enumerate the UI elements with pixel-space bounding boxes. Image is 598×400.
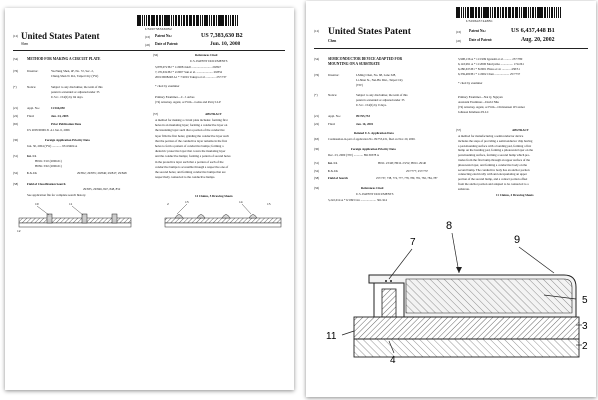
prior-pub-heading: Prior Publication Data <box>51 122 82 126</box>
patent-page-right[interactable] <box>306 1 596 397</box>
barcode-bar <box>204 15 205 26</box>
field-search-value: 257/737, 738, 774, 777, 778, 780, 781, 782, 784, 787 <box>376 176 438 180</box>
field-code: (22) <box>13 114 19 118</box>
barcode-bar <box>200 15 202 26</box>
figure-label: 10 <box>35 202 39 206</box>
barcode-bar <box>151 15 153 26</box>
field-search-label: Field of Classification Search <box>27 182 66 186</box>
barcode-bar <box>186 15 188 26</box>
barcode-bar <box>175 15 177 26</box>
inventor-text: Chung-Shan N. Rd., Taipei City (TW) <box>51 74 99 78</box>
reference-line: 2001/0008248 A1 * 7/2001 Takuya et al. ............ 257/737 <box>155 75 227 79</box>
claims-summary: 14 Claims, 5 Drawing Sheets <box>195 194 233 198</box>
date-code: (45) <box>456 39 462 43</box>
intcl-line: H01K 3/10 (2006.01) <box>35 159 62 163</box>
barcode-bar <box>538 7 539 18</box>
figure-label: 15 <box>267 202 271 206</box>
barcode-bar <box>219 15 220 26</box>
barcode-bar <box>523 7 524 18</box>
figure-label: 4 <box>390 355 396 366</box>
barcode <box>137 15 239 26</box>
filed-date: Jun. 24, 2005 <box>51 114 69 118</box>
figure-label: 11 <box>69 202 73 206</box>
figure-label: 5 <box>582 295 588 306</box>
barcode-bar <box>459 7 460 18</box>
abstract-line: and the conductive bumps; forming a pattern of second holes <box>155 154 231 159</box>
references-sub: U.S. PATENT DOCUMENTS <box>356 192 394 196</box>
field-code: (*) <box>13 85 17 89</box>
barcode-bar <box>528 7 529 18</box>
notice-label: Notice: <box>27 85 37 89</box>
intcl-value: H01L 23/48; H01L 23/52; H01L 29/40 <box>378 161 427 165</box>
attorney: (74) Attorney, Agent, or Firm—Ladas and Parry LLP <box>155 100 221 104</box>
field-code: (52) <box>13 171 19 175</box>
barcode-bar <box>558 7 559 18</box>
filed-label: Filed: <box>328 122 336 126</box>
figure-label: 11 <box>326 331 337 342</box>
barcode-bar <box>181 15 183 26</box>
inventor-text: Li-Shan St., Nei-Hu Dist., Taipei City <box>356 78 403 82</box>
figure-label: 14 <box>239 200 243 204</box>
reference-line: 5,878,072 B2 * 1/2008 Jandl .......................... 29/847 <box>155 65 222 69</box>
related-data-line: Continuation-in-part of application No. 09/753,431, filed on Nov. 29, 2000. <box>328 137 416 141</box>
inventor-surname: Chen <box>328 39 337 43</box>
figure-label: 9 <box>514 234 521 246</box>
barcode-bar <box>473 7 474 18</box>
intcl-label: Int. Cl. <box>328 161 338 165</box>
invention-title: METHOD FOR MAKING A CIRCUIT PLATE <box>27 57 101 61</box>
abstract-line: holes to form a pattern of conductive bumps; forming a <box>155 144 224 148</box>
barcode-bar <box>475 7 477 18</box>
foreign-priority-line: Dec. 23, 2000 (TW) ............ 89130378 A <box>328 153 380 157</box>
abstract-line: a pad-mounting surface with a bonding pad, forming a first <box>458 143 532 148</box>
barcode-bar <box>209 15 210 26</box>
field-code: (51) <box>13 154 19 158</box>
barcode-bar <box>470 7 472 18</box>
barcode-bar <box>173 15 174 26</box>
filed-date: Jan. 16, 2001 <box>356 122 374 126</box>
field-code: (30) <box>13 138 19 142</box>
appl-no: 09/765,753 <box>356 114 371 118</box>
intcl-line: H05K 3/02 (2006.01) <box>35 164 62 168</box>
field-code: (63) <box>314 137 320 141</box>
field-code: (*) <box>314 93 318 97</box>
barcode-bar <box>500 7 502 18</box>
abstract-line: bump on the bonding pad, forming a photoresist layer on the <box>458 148 534 153</box>
barcode-number: US007383630B2 <box>145 27 172 31</box>
figure-label: 12 <box>17 229 21 233</box>
abstract-heading: ABSTRACT <box>205 112 222 116</box>
patent-drawing-figure <box>314 213 592 393</box>
barcode-bar <box>494 7 496 18</box>
barcode-bar <box>485 7 487 18</box>
barcode-bar <box>530 7 532 18</box>
abstract-line: respectively connected to the conductive bumps. <box>155 175 216 180</box>
patent-date: Aug. 20, 2002 <box>521 37 555 43</box>
attorney: (74) Attorney, Agent, or Firm—Christensen O'Connor <box>458 105 525 109</box>
foreign-priority-heading: Foreign Application Priority Data <box>45 138 90 142</box>
inventor-label: Inventor: <box>27 69 39 73</box>
field-search-value: 29/835, 29/846, 847, 848, 852 <box>83 187 121 191</box>
field-code: (76) <box>314 73 320 77</box>
claims-summary: 11 Claims, 4 Drawing Sheets <box>496 193 534 197</box>
barcode-bar <box>549 7 551 18</box>
references-heading: References Cited <box>195 53 218 57</box>
abstract-line: includes the steps of providing a semiconductor chip having <box>458 138 533 143</box>
figure-label: 2 <box>167 202 169 206</box>
inventor-text: I-Ming Chen, No. 68, Lane 328, <box>356 73 396 77</box>
field-code: (56) <box>153 53 159 57</box>
barcode-bar <box>552 7 553 18</box>
notice-text: patent is extended or adjusted under 35 <box>51 90 100 94</box>
barcode-bar <box>230 15 232 26</box>
abstract-line: in the protective layer such that a portion of each of the <box>155 159 224 164</box>
patent-no-label: Patent No.: <box>469 29 487 33</box>
barcode-bar <box>503 7 504 18</box>
patent-header-title: United States Patent <box>328 27 411 37</box>
barcode-number: US006437448B1 <box>466 19 493 23</box>
figure-right <box>165 204 281 227</box>
uscl-label: U.S. Cl. <box>27 171 38 175</box>
foreign-priority-heading: Foreign Application Priority Data <box>351 147 396 151</box>
abstract-line: holes in an insulating layer; forming a conductive layer on <box>155 123 228 128</box>
abstract-line: second bump. The conductive body has an anchor portion <box>458 167 530 172</box>
field-code: (54) <box>314 57 320 61</box>
barcode-bar <box>211 15 213 26</box>
barcode-bar <box>547 7 548 18</box>
reference-line: 7,176,634 B2 * 2/2007 Sun et al. ..................... 29/852 <box>155 70 223 74</box>
invention-title: SEMICONDUCTOR DEVICE ADAPTED FOR <box>328 57 403 61</box>
barcode-bar <box>149 15 150 26</box>
field-code: (21) <box>314 114 320 118</box>
abstract-line: connecting electrically with and encapsulating an upper <box>458 172 527 177</box>
invention-title: MOUNTING ON A SUBSTRATE <box>328 62 380 66</box>
abstract-line: trudes from the first bump through an upper surface of the <box>458 158 530 162</box>
filed-label: Filed: <box>27 114 35 118</box>
abstract-line: the insulating layer such that a portion of the conductive <box>155 128 225 133</box>
foreign-priority-line: Jun. 30, 2004 (TW) ............ 93119404 A <box>27 144 78 148</box>
notice-text: U.S.C. 154(b) by 94 days. <box>51 95 84 99</box>
field-code: (57) <box>153 112 159 116</box>
barcode-bar <box>519 7 521 18</box>
header-rule <box>13 50 285 51</box>
intcl-label: Int. Cl. <box>27 154 37 158</box>
barcode-bar <box>560 7 562 18</box>
patent-number: US 6,437,448 B1 <box>511 27 555 34</box>
abstract-line: layer fills the first holes; grinding the conductive layer such <box>155 133 229 138</box>
field-code: (21) <box>13 106 19 110</box>
figure-label: 7 <box>410 237 416 248</box>
patent-no-label: Patent No.: <box>155 34 173 38</box>
appl-no: 11/166,050 <box>51 106 65 110</box>
barcode-bar <box>228 15 229 26</box>
field-code: (56) <box>314 186 320 190</box>
references-heading: References Cited <box>361 186 384 190</box>
notice-text: U.S.C. 154(b) by 0 days. <box>356 103 387 107</box>
patent-no-code: (10) <box>456 30 462 34</box>
abstract-line: from the anchor portion and adapted to be connected to a <box>458 182 529 186</box>
notice-text: Subject to any disclaimer, the term of this <box>51 85 103 89</box>
reference-line: 5,998,136 A * 11/1999 Igarashi et al. ......... 257/780 <box>458 57 523 61</box>
patent-date: Jun. 10, 2008 <box>210 41 241 47</box>
field-code: (54) <box>13 57 19 61</box>
primary-examiner: Primary Examiner—Nat Q. Nguyen <box>458 95 503 99</box>
prior-pub-line: US 2005/0000131 A1 Jan. 6, 2006 <box>27 128 70 132</box>
primary-examiner: Primary Examiner—C. J. Arbes <box>155 95 195 99</box>
figure-label: 3 <box>582 321 588 332</box>
uscl-value: 257/777; 257/737 <box>406 169 428 173</box>
assistant-examiner: Assistant Examiner—David Nhu <box>458 100 499 104</box>
abstract-line: portion of the second bump, and a contact portion offset <box>458 177 528 182</box>
field-code: (76) <box>13 69 19 73</box>
patent-no-code: (10) <box>145 35 151 39</box>
reference-line: 5,222,014 A * 6/1993 Lin .................... 361/414 <box>328 198 387 202</box>
inventor-label: Inventor: <box>328 73 340 77</box>
country-code: (12) <box>13 34 19 38</box>
reference-line: 6,280,633 B1 * 8/2001 Hsiao et al. ........... 438/51 <box>458 67 520 71</box>
figure-label: 13 <box>185 200 189 204</box>
figure-label: 2 <box>582 341 588 352</box>
barcode-bar <box>156 15 158 26</box>
header-rule <box>314 48 588 49</box>
attorney: Johnson Kindness PLLC <box>458 110 489 114</box>
abstract-line: dielectric protective layer that covers the insulating layer <box>155 149 226 154</box>
reference-line: 6,339,480 B1 * 1/2002 Chen ................... 257/737 <box>458 72 521 76</box>
cited-by-examiner: * cited by examiner <box>155 84 180 88</box>
notice-text: patent is extended or adjusted under 35 <box>356 98 405 102</box>
uscl-label: U.S. Cl. <box>328 169 339 173</box>
patent-drawing-figures <box>17 198 287 238</box>
barcode-bar <box>237 15 238 26</box>
country-code: (12) <box>314 29 320 33</box>
inventor-text: (TW) <box>356 83 363 87</box>
abstract-line: substrate. <box>458 186 470 191</box>
field-code: (22) <box>314 122 320 126</box>
reference-line: 6,143,991 A * 11/2000 Moriyama ................ 174/261 <box>458 62 524 66</box>
barcode-bar <box>160 15 161 26</box>
cited-by-examiner: * cited by examiner <box>458 81 483 85</box>
date-label: Date of Patent: <box>155 42 179 46</box>
patent-number: US 7,383,630 B2 <box>201 33 243 39</box>
abstract-line: that the portion of the conductive layer remains in the first <box>155 138 228 143</box>
barcode-bar <box>468 7 469 18</box>
abstract-line: A method for manufacturing a semiconductor device <box>458 134 524 138</box>
barcode <box>456 7 562 18</box>
figure-label: 8 <box>446 220 453 232</box>
barcode-bar <box>505 7 507 18</box>
references-sub: U.S. PATENT DOCUMENTS <box>190 59 228 63</box>
field-code: (58) <box>13 182 19 186</box>
date-label: Date of Patent: <box>469 38 493 42</box>
abstract-line: photoresist layer, and forming a conductive body on the <box>458 162 528 167</box>
field-code: (58) <box>314 176 320 180</box>
notice-label: Notice: <box>328 93 338 97</box>
uscl-value: 29/852; 29/835; 29/846; 29/847; 29/848 <box>77 171 127 175</box>
barcode-bar <box>154 15 155 26</box>
appl-label: Appl. No.: <box>328 114 342 118</box>
barcode-bar <box>233 15 234 26</box>
inventor-surname: Shen <box>21 42 29 46</box>
barcode-bar <box>492 7 493 18</box>
barcode-bar <box>235 15 237 26</box>
figure-left <box>19 206 131 227</box>
field-code: (52) <box>314 169 320 173</box>
inventor-text: Yu-Nung Shen, 4F, No. 72, Sec. 2, <box>51 69 94 73</box>
patent-header-title: United States Patent <box>21 31 100 41</box>
field-search-label: Field of Search <box>328 176 348 180</box>
abstract-heading: ABSTRACT <box>512 128 529 132</box>
barcode-bar <box>166 15 168 26</box>
barcode-bar <box>479 7 480 18</box>
field-code: (57) <box>456 128 462 132</box>
field-search-note: See application file for complete search history. <box>27 193 86 197</box>
barcode-bar <box>554 7 556 18</box>
abstract-line: A method for making a circuit plate includes: forming first <box>155 118 228 122</box>
abstract-line: pad-mounting surface, forming a second bump which pro- <box>458 153 531 158</box>
patent-page-left[interactable] <box>5 8 294 390</box>
field-code: (51) <box>314 161 320 165</box>
barcode-bar <box>140 15 141 26</box>
abstract-line: the second holes; and forming conductive bumps that are <box>155 170 226 174</box>
date-code: (45) <box>145 43 151 47</box>
notice-text: Subject to any disclaimer, the term of this <box>356 93 408 97</box>
field-code: (30) <box>314 147 320 151</box>
barcode-bar <box>184 15 185 26</box>
abstract-line: conductive bumps is accessible through a respective one of <box>155 164 229 169</box>
related-data-heading: Related U.S. Application Data <box>354 131 394 135</box>
appl-label: Appl. No.: <box>27 106 41 110</box>
field-code: (65) <box>13 122 19 126</box>
